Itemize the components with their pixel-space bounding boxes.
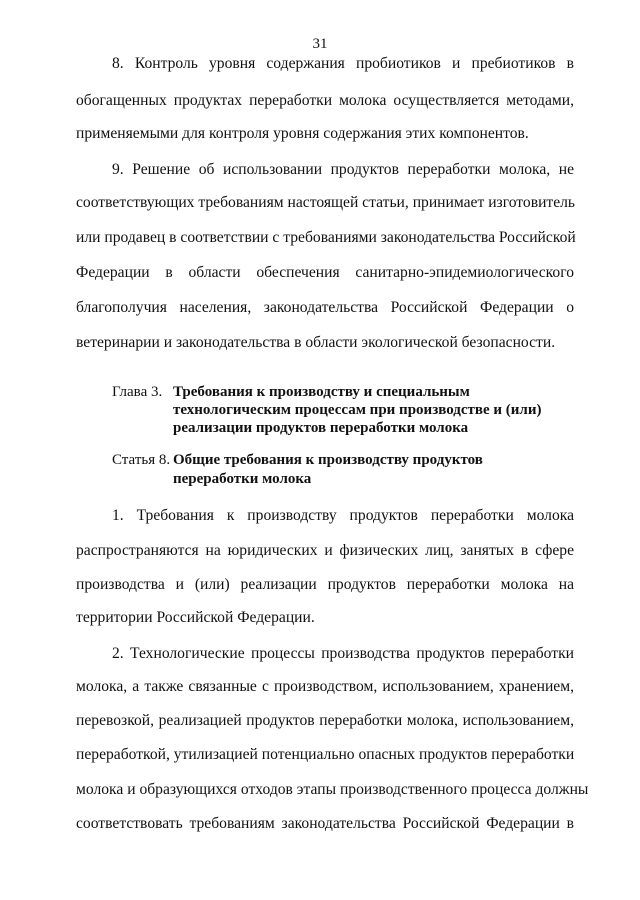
chapter-title-line-2: технологическим процессам при производстве и (или) <box>173 402 542 418</box>
para9-line-2: соответствующих требованиям настоящей статьи, принимает изготовитель <box>76 194 576 211</box>
article-label: Статья 8. <box>112 452 171 468</box>
item1-line-1: 1. Требования к производству продуктов переработки молока <box>112 507 574 524</box>
para9-line-5: благополучия населения, законодательства Российской Федерации о <box>76 299 574 316</box>
item1-line-2: распространяются на юридических и физических лиц, занятых в сфере <box>76 542 574 559</box>
para9-line-3: или продавец в соответствии с требованиями законодательства Российской <box>76 229 576 246</box>
article-title-line-2: переработки молока <box>173 471 312 487</box>
item2-line-2: молока, а также связанные с производством, использованием, хранением, <box>76 678 574 695</box>
chapter-title-line-3: реализации продуктов переработки молока <box>173 420 469 436</box>
page-number: 31 <box>312 36 328 52</box>
item2-line-4: переработкой, утилизацией потенциально опасных продуктов переработки <box>76 746 575 763</box>
para8-line-3: применяемыми для контроля уровня содержания этих компонентов. <box>76 125 529 142</box>
item2-line-5: молока и образующихся отходов этапы производственного процесса должны <box>76 781 589 798</box>
chapter-title-line-1: Требования к производству и специальным <box>173 384 470 400</box>
para9-line-1: 9. Решение об использовании продуктов переработки молока, не <box>112 161 574 178</box>
para9-line-4: Федерации в области обеспечения санитарно-эпидемиологического <box>76 264 574 281</box>
item1-line-3: производства и (или) реализации продуктов переработки молока на <box>76 576 574 593</box>
item1-line-4: территории Российской Федерации. <box>76 609 315 626</box>
para8-line-1: 8. Контроль уровня содержания пробиотиков и пребиотиков в <box>112 55 574 72</box>
para9-line-6: ветеринарии и законодательства в области экологической безопасности. <box>76 334 556 351</box>
item2-line-3: перевозкой, реализацией продуктов переработки молока, использованием, <box>76 712 574 729</box>
chapter-label: Глава 3. <box>112 384 163 400</box>
item2-line-1: 2. Технологические процессы производства продуктов переработки <box>112 645 574 662</box>
article-title-line-1: Общие требования к производству продуктов <box>173 452 483 468</box>
item2-line-6: соответствовать требованиям законодательства Российской Федерации в <box>76 815 574 832</box>
para8-line-2: обогащенных продуктах переработки молока осуществляется методами, <box>76 92 574 109</box>
